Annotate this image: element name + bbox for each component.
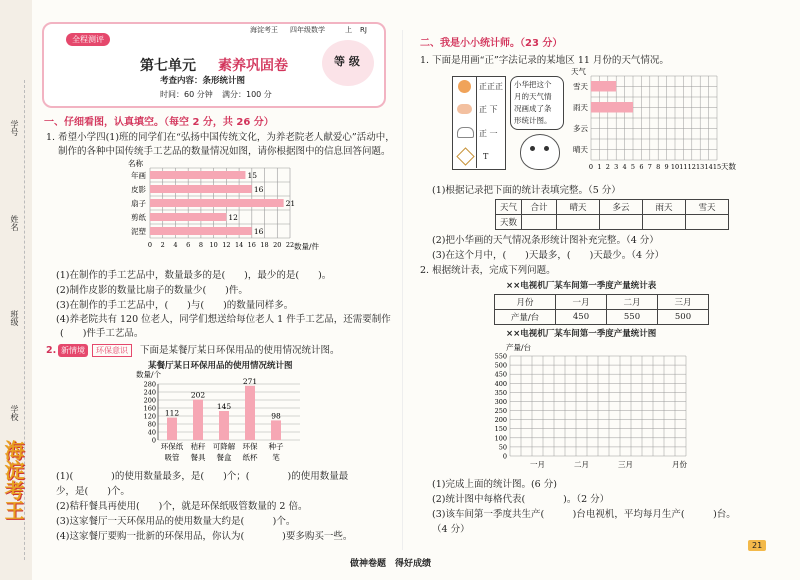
chart2-ytick: 40 [147, 428, 156, 437]
chart1-xtick: 0 [147, 241, 153, 249]
chart4-xlabel: 月份 [672, 460, 687, 469]
chart4-category-label: 二月 [574, 460, 589, 469]
production-th: 三月 [658, 295, 709, 310]
chart1-bar [150, 213, 226, 221]
q1-text-line1: 1. 希望小学四(1)班的同学们在“弘扬中国传统文化，为养老院老人献爱心”活动中， [46, 132, 395, 143]
weather-th: 雪天 [686, 200, 729, 215]
chart2-ytick: 200 [143, 396, 156, 405]
q2-sub-1: (1)( )的使用数量最多，是( )个；( )的使用数量最 [56, 471, 349, 482]
q1-sub-5: ( )件手工艺品。 [60, 328, 144, 339]
bubble-line-4: 形统计图。 [514, 116, 552, 125]
production-th: 一月 [556, 295, 607, 310]
top-label-3: 上 [345, 26, 352, 34]
production-th: 月份 [495, 295, 556, 310]
chart1-value-label: 16 [253, 227, 264, 236]
r-q2-text: 2. 根据统计表，完成下列问题。 [420, 265, 556, 276]
weather-td[interactable] [600, 215, 643, 230]
grade-label: 等 级 [334, 55, 360, 68]
center-fold [402, 30, 403, 550]
cloud-icon [457, 104, 472, 114]
content-label: 考查内容：条形统计图 [160, 76, 246, 86]
r-q2-sub-3b: （4 分） [432, 524, 470, 535]
chart1-xtick: 2 [160, 241, 165, 249]
q1-sub-3: (3)在制作的手工艺品中，( )与( )的数量同样多。 [56, 300, 294, 311]
tally-snowy: T [483, 152, 489, 161]
chart3-bar [591, 102, 633, 113]
r-q1-text: 1. 下面是用画“正”字法记录的某地区 11 月份的天气情况。 [420, 55, 669, 66]
r-q2-sub-2: (2)统计图中每格代表( )。（2 分） [432, 494, 610, 505]
chart1-bar [150, 227, 252, 235]
chart3-category-label: 雪天 [573, 82, 588, 91]
tally-cloudy: 正 下 [479, 105, 498, 114]
chart4-ytick: 100 [494, 434, 507, 443]
chart4-ytick: 400 [494, 379, 507, 388]
chart1-value-label: 12 [228, 213, 238, 222]
chart1-xlabel: 数量/件 [294, 242, 320, 251]
q2-sub-4: (4)这家餐厅要购一批新的环保用品，你认为( )要多购买一些。 [56, 531, 353, 542]
production-td: 450 [556, 310, 607, 325]
chart4-title: ××电视机厂某车间第一季度产量统计图 [506, 329, 657, 339]
q1-sub-2: (2)制作皮影的数量比扇子的数量少( )件。 [56, 285, 248, 296]
q1-sub-1: (1)在制作的手工艺品中，数量最多的是( )，最少的是( )。 [56, 270, 332, 281]
production-table [494, 294, 709, 325]
weather-td[interactable] [557, 215, 600, 230]
chart2-category-label: 吸管 [164, 453, 180, 462]
side-label-name: 姓名 [10, 215, 19, 231]
r-q1-sub-3: (3)在这个月中，( )天最多，( )天最少。（4 分） [432, 250, 665, 261]
chart4-ytick: 50 [498, 443, 507, 452]
chart2-category-label: 餐具 [190, 453, 206, 462]
chart1-bar [150, 171, 245, 179]
weather-td[interactable] [522, 215, 557, 230]
chart1-value-label: 15 [247, 171, 258, 180]
page-number: 21 [748, 540, 766, 551]
table2-title: ××电视机厂某车间第一季度产量统计表 [506, 281, 657, 291]
chart2-category-label: 种子 [268, 442, 284, 451]
chart4-category-label: 三月 [618, 460, 633, 469]
chart3-xtick: 2 [605, 163, 610, 171]
chart3-xtick: 8 [656, 163, 661, 171]
chart1-value-label: 21 [285, 199, 296, 208]
tally-sunny: 正正正 [479, 82, 503, 91]
weather-table-value-row [496, 215, 729, 230]
chart4-ytick: 550 [494, 352, 507, 361]
chart2-category-label: 可降解 [212, 442, 236, 451]
q2-badge-new: 新情境 [58, 344, 88, 357]
q2-sub-2: (2)秸秆餐具再使用( )个，就是环保纸吸管数量的 2 倍。 [56, 501, 308, 512]
chart3-ylabel: 天气 [571, 67, 586, 76]
chart4-ytick: 200 [494, 416, 507, 425]
title: 素养巩固卷 [218, 58, 288, 74]
chart2-ytick: 280 [143, 380, 156, 389]
weather-td[interactable] [686, 215, 729, 230]
unit-label: 第七单元 [140, 58, 196, 74]
chart1-xtick: 4 [173, 241, 178, 249]
chart3-category-label: 多云 [573, 124, 588, 133]
chart1-category-label: 泥塑 [131, 227, 146, 236]
production-th: 二月 [607, 295, 658, 310]
top-label-4: RJ [360, 26, 367, 34]
eco-products-bar-chart [136, 370, 336, 466]
weather-th: 天气 [496, 200, 522, 215]
side-label-school: 学校 [10, 405, 19, 421]
r-q1-sub-2: (2)把小华画的天气情况条形统计图补充完整。（4 分） [432, 235, 659, 246]
tally-rainy: 正 一 [479, 129, 498, 138]
chart3-category-label: 晴天 [573, 145, 588, 154]
bubble-line-1: 小华把这个 [514, 80, 552, 89]
production-td: 550 [607, 310, 658, 325]
sun-icon [458, 80, 471, 93]
weather-table-header-row [496, 200, 729, 215]
chart4-ytick: 450 [494, 370, 507, 379]
production-td: 500 [658, 310, 709, 325]
handicraft-bar-chart [120, 158, 330, 268]
chart3-xtick: 6 [639, 163, 644, 171]
production-td: 产量/台 [495, 310, 556, 325]
section1-title: 一、仔细看图，认真填空。（每空 2 分，共 26 分） [44, 117, 274, 128]
weather-th: 雨天 [643, 200, 686, 215]
chart2-ytick: 240 [143, 388, 156, 397]
chart3-xtick: 0 [588, 163, 594, 171]
chart3-xtick: 4 [622, 163, 627, 171]
weather-table [495, 199, 729, 230]
chart1-xtick: 20 [273, 241, 282, 249]
chart4-category-label: 一月 [530, 460, 545, 469]
chart1-category-label: 年画 [131, 171, 146, 180]
chart3-xtick: 5 [630, 163, 636, 171]
chart1-category-label: 扇子 [131, 199, 146, 208]
footer-slogan: 做神卷题 得好成绩 [350, 559, 432, 569]
chart2-value-label: 98 [271, 411, 281, 421]
production-bar-chart [470, 340, 710, 472]
chart1-xtick: 6 [186, 241, 191, 249]
chart2-bar [167, 418, 177, 440]
cat-illustration [520, 134, 560, 170]
chart4-ytick: 500 [494, 361, 507, 370]
side-logo: 海淀考王 [1, 440, 25, 520]
chart4-ytick: 0 [502, 452, 507, 461]
chart2-bar [193, 400, 203, 440]
side-label-student-no: 学号 [10, 120, 19, 136]
chart2-ytick: 0 [151, 436, 156, 445]
weather-bar-chart [565, 66, 785, 178]
q2-text: 下面是某餐厅某日环保用品的使用情况统计图。 [140, 345, 340, 356]
chart1-category-label: 剪纸 [131, 213, 146, 222]
r-q1-sub-1: (1)根据记录把下面的统计表填完整。（5 分） [432, 185, 621, 196]
chart2-bar [271, 420, 281, 440]
q2-sub-1b: 少，是( )个。 [56, 486, 130, 497]
q1-text-line2: 制作的各种中国传统手工艺品的数量情况如图，请你根据图中的信息回答问题。 [58, 146, 391, 157]
cat-eye-right [544, 146, 549, 151]
chart3-xtick: 7 [647, 163, 652, 171]
chart3-xtick: 1 [597, 163, 602, 171]
chart2-ytick: 80 [147, 420, 156, 429]
chart4-ytick: 250 [494, 407, 507, 416]
time-label: 时间：60 分钟 [160, 90, 213, 99]
chart4-ytick: 150 [494, 425, 507, 434]
weather-th: 多云 [600, 200, 643, 215]
chart3-xtick: 11 [679, 163, 688, 171]
top-label-1: 海淀考王 [250, 26, 278, 34]
r-q2-sub-3: (3)该车间第一季度共生产( )台电视机，平均每月生产( )台。 [432, 509, 736, 520]
chart1-xtick: 10 [209, 241, 218, 249]
chart2-ylabel: 数量/个 [136, 370, 162, 379]
weather-td[interactable] [643, 215, 686, 230]
chart2-value-label: 271 [242, 376, 258, 386]
chart2-bar [245, 386, 255, 440]
top-label-2: 四年级数学 [290, 26, 325, 34]
rain-icon [457, 127, 474, 138]
chart1-xtick: 8 [198, 241, 203, 249]
chart1-value-label: 16 [253, 185, 264, 194]
production-table-header-row [495, 295, 709, 310]
chart2-category-label: 笔 [272, 453, 280, 462]
chart1-bar [150, 185, 252, 193]
q2-badge-env: 环保意识 [92, 344, 132, 357]
q1-sub-4: (4)养老院共有 120 位老人，同学们想送给每位老人 1 件手工艺品，还需要制作 [56, 314, 391, 325]
chart2-category-label: 餐盒 [216, 453, 232, 462]
q2-sub-3: (3)这家餐厅一天环保用品的使用数量大约是( )个。 [56, 516, 296, 527]
q2-number: 2. [46, 345, 57, 356]
chart2-category-label: 环保 [242, 442, 258, 451]
chart2-value-label: 145 [216, 402, 232, 411]
chart3-xtick: 14 [704, 163, 713, 171]
chart1-xtick: 18 [260, 241, 269, 249]
chart2-value-label: 112 [164, 408, 180, 418]
chart3-bar [591, 81, 616, 92]
chart3-xtick: 3 [614, 163, 619, 171]
tally-divider [476, 76, 477, 168]
side-label-class: 班级 [10, 310, 19, 326]
chart2-category-label: 环保纸 [160, 442, 184, 451]
chart3-xlabel: 天数 [721, 162, 736, 171]
chart1-xtick: 16 [247, 241, 256, 249]
chart3-xtick: 9 [664, 163, 669, 171]
chart2-ytick: 120 [143, 412, 156, 421]
chart4-ylabel: 产量/台 [506, 343, 532, 352]
chart2-category-label: 纸杯 [242, 453, 258, 462]
chart2-title: 某餐厅某日环保用品的使用情况统计图 [148, 361, 293, 371]
cat-eye-left [530, 146, 535, 151]
weather-td: 天数 [496, 215, 522, 230]
chart3-xtick: 15 [712, 163, 722, 171]
chart4-ytick: 300 [494, 397, 507, 406]
chart2-ytick: 160 [143, 404, 156, 413]
chart1-xtick: 22 [285, 241, 295, 249]
chart2-category-label: 秸秆 [190, 442, 206, 451]
production-table-value-row [495, 310, 709, 325]
chart2-bar [219, 411, 229, 440]
r-q2-sub-1: (1)完成上面的统计图。(6 分) [432, 479, 557, 490]
weather-th: 晴天 [557, 200, 600, 215]
chart3-category-label: 雨天 [573, 103, 588, 112]
bubble-line-3: 况画成了条 [514, 104, 552, 113]
chart3-xtick: 12 [687, 163, 696, 171]
chart1-category-label: 皮影 [131, 185, 146, 194]
score-label: 满分：100 分 [222, 90, 272, 99]
weather-th: 合计 [522, 200, 557, 215]
bubble-line-2: 月的天气情 [514, 92, 552, 101]
chart1-xtick: 12 [222, 241, 231, 249]
chart1-bar [150, 199, 284, 207]
section2-title: 二、我是小小统计师。（23 分） [420, 38, 563, 49]
chart4-ytick: 350 [494, 388, 507, 397]
brand-badge: 全程测评 [66, 33, 110, 46]
chart3-xtick: 10 [670, 163, 680, 171]
chart1-ylabel: 名称 [128, 159, 143, 168]
chart2-value-label: 202 [190, 390, 206, 400]
chart3-xtick: 13 [696, 163, 705, 171]
chart1-xtick: 14 [234, 241, 244, 249]
